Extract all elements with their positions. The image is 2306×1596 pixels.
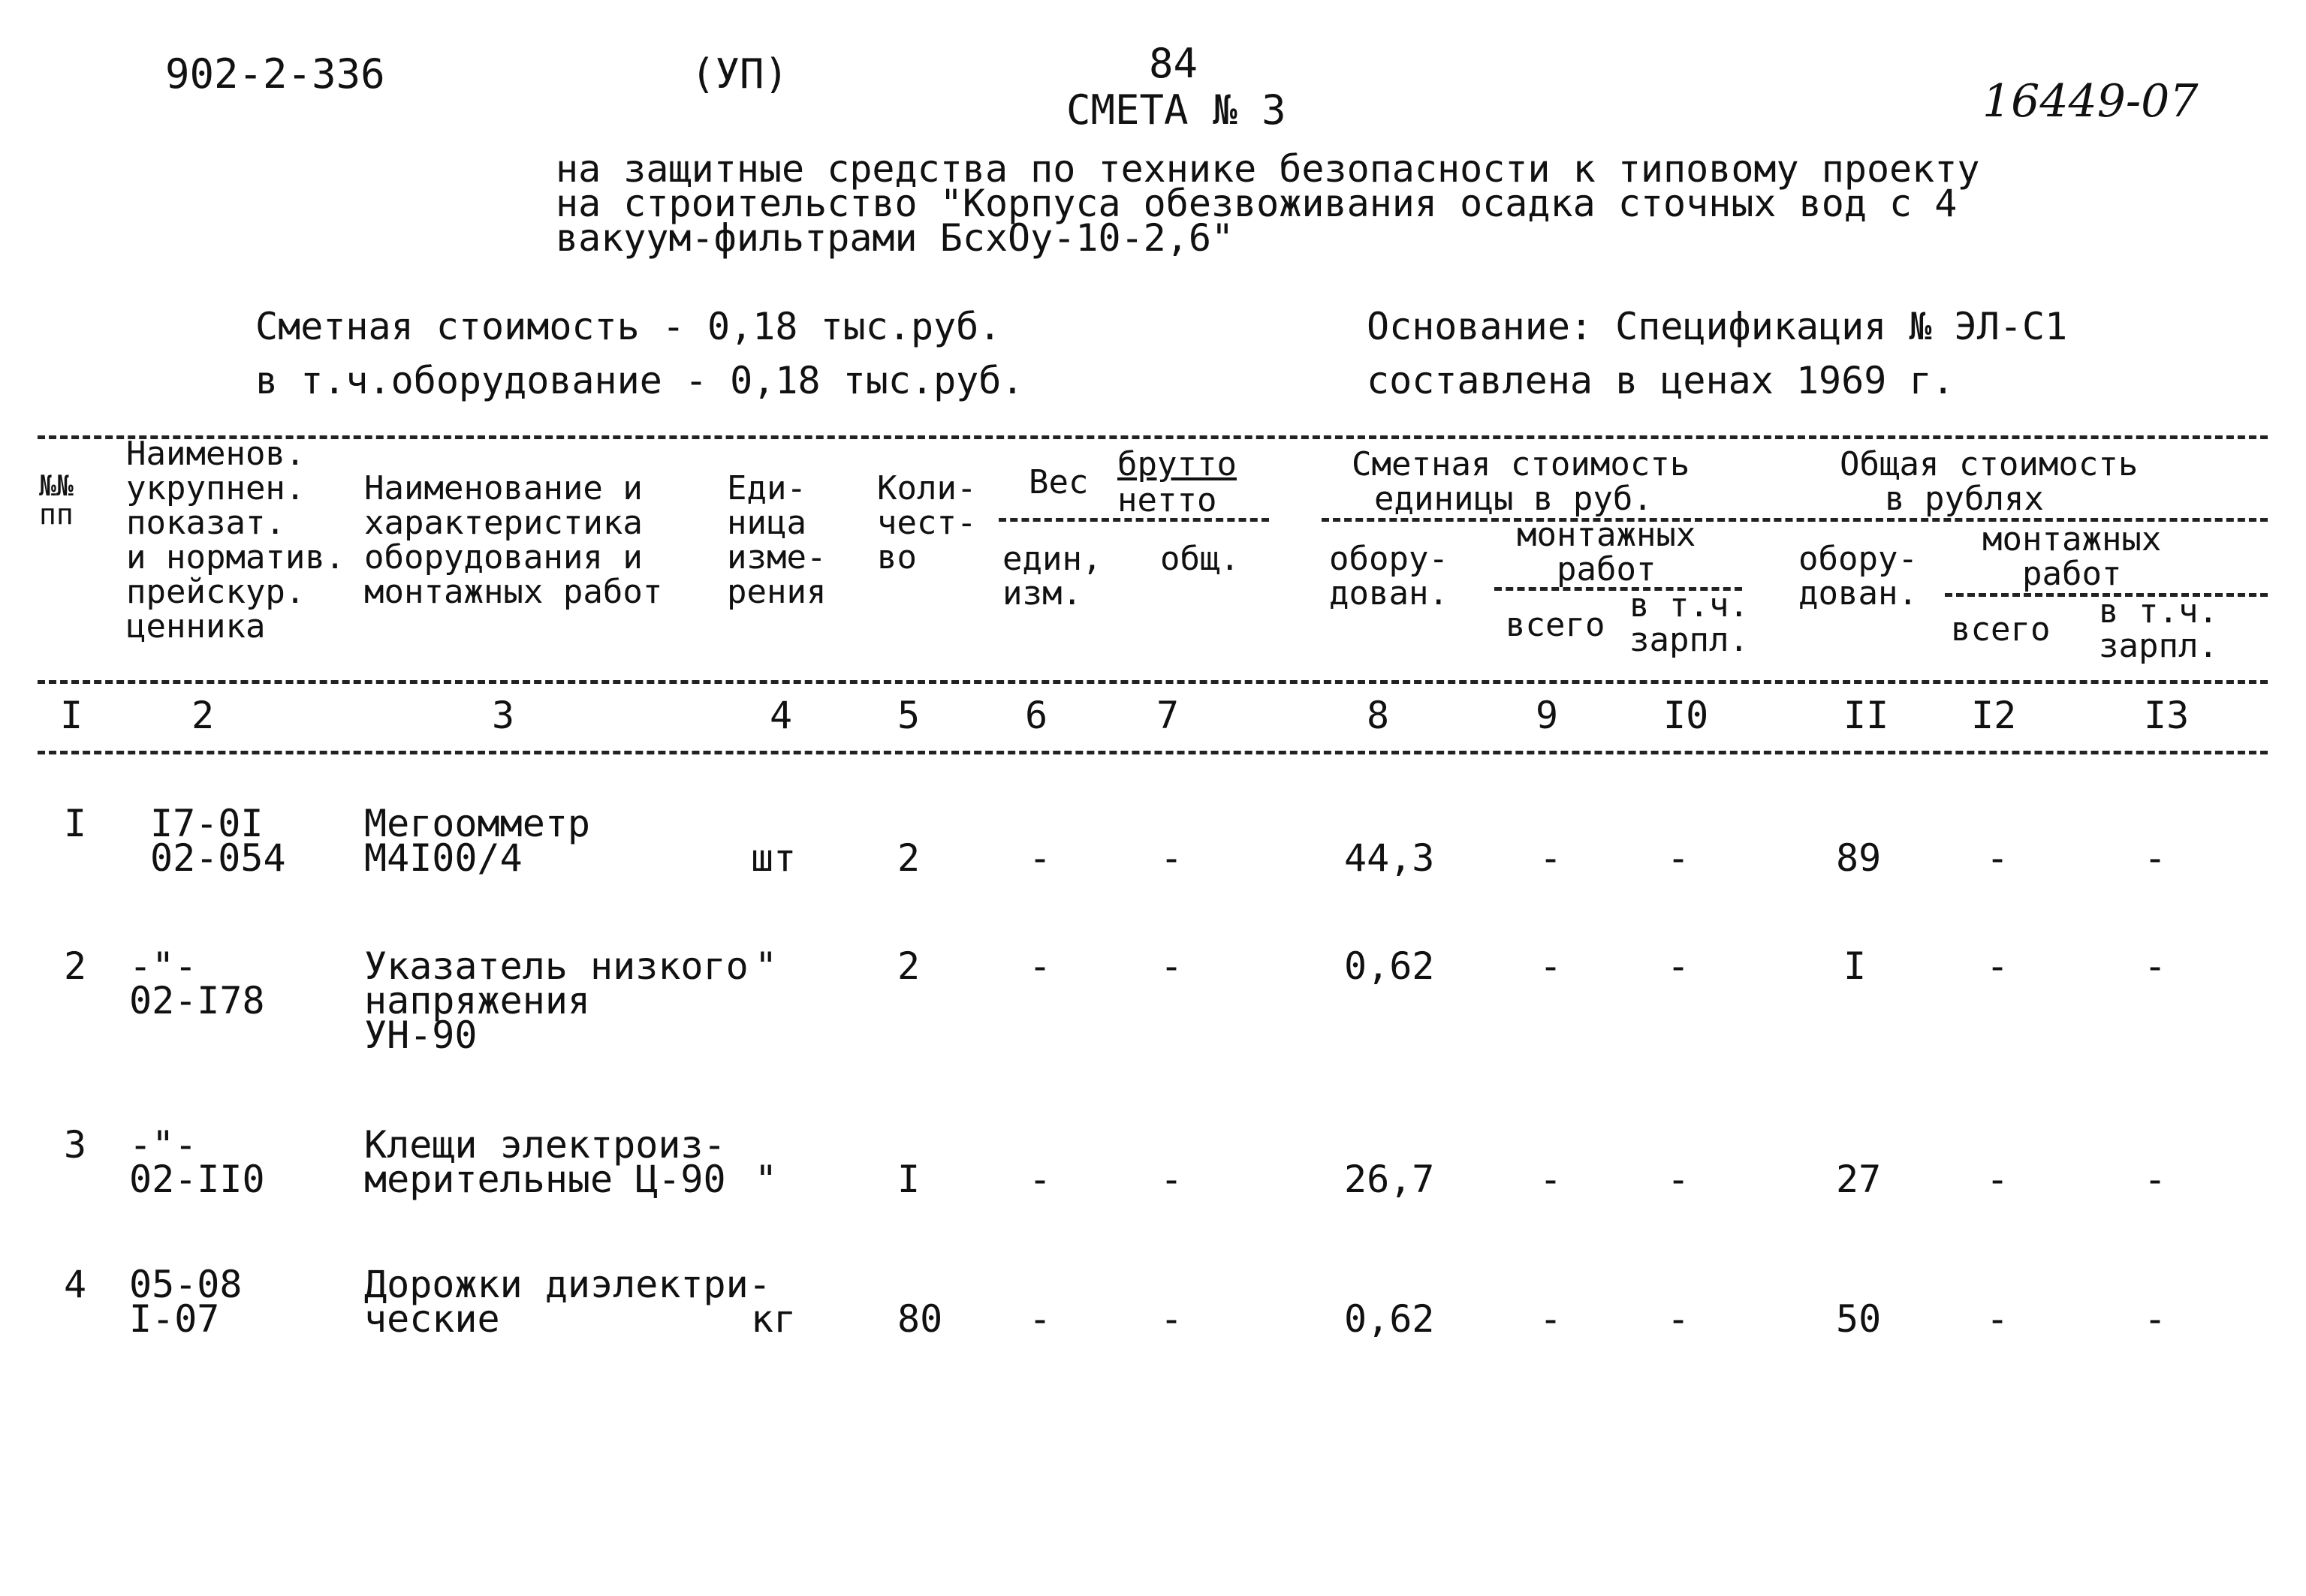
row-qty: 2 — [897, 836, 921, 880]
col-code-line: укрупнен. — [126, 469, 306, 507]
row-code-1: I7-0I — [150, 802, 264, 845]
row-total-salary: - — [2144, 836, 2167, 880]
mont2-line: монтажных — [1982, 520, 2162, 559]
row-mont-cost: - — [1539, 1158, 1563, 1201]
title-line-2: на строительство "Корпуса обезвоживания осадка сточных вод с 4 — [556, 182, 1958, 225]
price-year: составлена в ценах 1969 г. — [1367, 359, 1955, 402]
title-line-3: вакуум-фильтрами БсхОу-10-2,6" — [556, 216, 1234, 260]
row-weight-unit: - — [1029, 944, 1052, 988]
row-name-2: ческие — [364, 1297, 500, 1341]
row-total-equip: 50 — [1836, 1297, 1882, 1341]
mont-header — [1517, 518, 1696, 587]
col-qty-line: чест- — [877, 504, 977, 542]
row-total-salary: - — [2144, 944, 2167, 988]
total-cost-line: Общая стоимость — [1840, 445, 2139, 483]
title-line-1: на защитные средства по технике безопасности к типовому проекту — [556, 147, 1980, 191]
inventory-number: 16449-07 — [1982, 75, 2199, 128]
col-unit-line: изме- — [727, 538, 827, 577]
row-equip-cost: 0,62 — [1344, 1297, 1435, 1341]
row-equip-cost: 0,62 — [1344, 944, 1435, 988]
col-name-line: монтажных работ — [364, 573, 663, 611]
col-total-equip-header — [1798, 542, 1918, 611]
col-total-equip-line: обору- — [1798, 540, 1918, 578]
row-mont-cost: - — [1539, 944, 1563, 988]
col-equip-line: дован. — [1329, 574, 1448, 613]
row-mont-cost: - — [1539, 1297, 1563, 1341]
col-qty-line: Коли- — [877, 469, 977, 507]
row-total-mont: - — [1986, 836, 2009, 880]
col-total-salary-header — [2099, 592, 2218, 665]
row-equip-cost: 44,3 — [1344, 836, 1435, 880]
col-code-line: показат. — [126, 504, 285, 542]
row-name-3: УН-90 — [364, 1013, 478, 1057]
row-code-2: 02-054 — [150, 836, 286, 880]
col-equip-line: обору- — [1329, 540, 1448, 578]
unit-cost-line: Сметная стоимость — [1352, 445, 1690, 483]
brutto-label: брутто — [1117, 445, 1237, 483]
col-num: 5 — [897, 694, 921, 737]
col-num: 9 — [1536, 694, 1559, 737]
row-equip-cost: 26,7 — [1344, 1158, 1435, 1201]
row-total-mont: - — [1986, 944, 2009, 988]
row-code-2: I-07 — [129, 1297, 220, 1341]
row-mont-salary: - — [1667, 1297, 1690, 1341]
col-unit-line: рения — [727, 573, 827, 611]
col-unit-header — [727, 471, 826, 610]
doc-code: 902-2-336 — [165, 50, 385, 98]
col-code-line: прейскур. — [126, 573, 306, 611]
row-name-1: Мегоомметр — [364, 802, 591, 845]
row-code-2: 02-I78 — [129, 979, 265, 1022]
col-num: I2 — [1971, 694, 2017, 737]
row-name-1: Дорожки диэлектри- — [364, 1263, 771, 1306]
album-number: (УП) — [691, 50, 789, 98]
row-number: 2 — [64, 944, 87, 988]
col-name-header — [364, 471, 662, 610]
col-weight-unit-header — [1002, 542, 1102, 611]
col-total-equip-line: дован. — [1798, 574, 1918, 613]
col-num: 2 — [191, 694, 215, 737]
col-weight-total-header: общ. — [1160, 540, 1240, 578]
row-total-mont: - — [1986, 1158, 2009, 1201]
row-weight-unit: - — [1029, 1297, 1052, 1341]
col-name-line: оборудования и — [364, 538, 643, 577]
total-cost-header — [1840, 447, 2138, 516]
table-rule-header-bottom — [38, 680, 2268, 684]
mont2-line: работ — [2021, 555, 2122, 593]
col-num: 8 — [1367, 694, 1390, 737]
col-num: II — [1843, 694, 1889, 737]
row-number: 3 — [64, 1123, 87, 1167]
equipment-cost: в т.ч.оборудование - 0,18 тыс.руб. — [255, 359, 1024, 402]
row-unit: " — [755, 1158, 778, 1201]
row-weight-unit: - — [1029, 836, 1052, 880]
row-mont-salary: - — [1667, 944, 1690, 988]
table-rule-top — [38, 435, 2268, 439]
unit-cost-header — [1352, 447, 1690, 516]
col-equip-header — [1329, 542, 1448, 611]
row-qty: I — [897, 1158, 921, 1201]
row-total-mont: - — [1986, 1297, 2009, 1341]
col-num: 3 — [492, 694, 515, 737]
row-name-1: Указатель низкого — [364, 944, 749, 988]
col-total-salary-line: зарпл. — [2099, 627, 2218, 665]
col-mont-salary-line: в т.ч. — [1629, 586, 1749, 625]
page-number: 84 — [1149, 40, 1198, 87]
netto-label: нетто — [1117, 481, 1217, 519]
row-number: 4 — [64, 1263, 87, 1306]
col-num: I0 — [1663, 694, 1709, 737]
row-code-1: -"- — [129, 1123, 197, 1167]
col-number-line2: пп — [39, 498, 74, 531]
row-weight-total: - — [1160, 836, 1183, 880]
col-name-line: характеристика — [364, 504, 643, 542]
row-qty: 80 — [897, 1297, 943, 1341]
row-qty: 2 — [897, 944, 921, 988]
col-qty-line: во — [877, 538, 917, 577]
col-mont-total-header: всего — [1506, 606, 1605, 644]
col-number-header — [39, 469, 74, 531]
col-weight-unit-line: изм. — [1002, 574, 1082, 613]
row-weight-total: - — [1160, 1297, 1183, 1341]
row-total-equip: 27 — [1836, 1158, 1882, 1201]
estimated-cost: Сметная стоимость - 0,18 тыс.руб. — [255, 305, 1002, 348]
row-total-salary: - — [2144, 1297, 2167, 1341]
row-mont-cost: - — [1539, 836, 1563, 880]
row-total-salary: - — [2144, 1158, 2167, 1201]
row-name-2: мерительные Ц-90 — [364, 1158, 726, 1201]
col-num: I — [60, 694, 83, 737]
col-code-line: Наименов. — [126, 435, 306, 473]
col-mont-salary-header — [1629, 586, 1749, 659]
basis: Основание: Спецификация № ЭЛ-С1 — [1367, 305, 2068, 348]
row-name-2: напряжения — [364, 979, 591, 1022]
row-code-1: 05-08 — [129, 1263, 243, 1306]
row-unit: кг — [751, 1297, 797, 1341]
weight-label: Вес — [1029, 463, 1089, 501]
col-code-header — [126, 437, 345, 644]
row-name-1: Клещи электроиз- — [364, 1123, 726, 1167]
row-code-2: 02-II0 — [129, 1158, 265, 1201]
estimate-title: СМЕТА № 3 — [1066, 86, 1286, 134]
row-mont-salary: - — [1667, 1158, 1690, 1201]
row-weight-total: - — [1160, 944, 1183, 988]
col-total-salary-line: в т.ч. — [2099, 592, 2218, 631]
total-cost-line: в рублях — [1885, 480, 2044, 518]
mont2-header — [1982, 522, 2161, 592]
col-unit-line: ница — [727, 504, 806, 542]
row-weight-total: - — [1160, 1158, 1183, 1201]
unit-cost-line: единицы в руб. — [1374, 480, 1653, 518]
row-total-equip: 89 — [1836, 836, 1882, 880]
row-unit: " — [755, 944, 778, 988]
col-num: 7 — [1156, 694, 1180, 737]
col-code-line: ценника — [126, 607, 266, 646]
row-code-1: -"- — [129, 944, 197, 988]
col-qty-header — [877, 471, 976, 575]
col-unit-line: Еди- — [727, 469, 806, 507]
col-name-line: Наименование и — [364, 469, 643, 507]
col-weight-unit-line: един, — [1002, 540, 1102, 578]
mont-line: монтажных — [1517, 516, 1696, 554]
mont-line: работ — [1556, 550, 1656, 589]
col-mont-salary-line: зарпл. — [1629, 621, 1749, 659]
row-number: I — [64, 802, 87, 845]
row-mont-salary: - — [1667, 836, 1690, 880]
col-num: 4 — [770, 694, 793, 737]
row-total-equip: I — [1843, 944, 1867, 988]
col-num: 6 — [1025, 694, 1048, 737]
col-num: I3 — [2144, 694, 2190, 737]
col-total-mont-header: всего — [1951, 610, 2051, 649]
row-name-2: М4I00/4 — [364, 836, 523, 880]
row-weight-unit: - — [1029, 1158, 1052, 1201]
row-unit: шт — [751, 836, 797, 880]
col-number-line1: №№ — [39, 469, 74, 502]
table-rule-numbers-bottom — [38, 751, 2268, 754]
col-code-line: и норматив. — [126, 538, 345, 577]
